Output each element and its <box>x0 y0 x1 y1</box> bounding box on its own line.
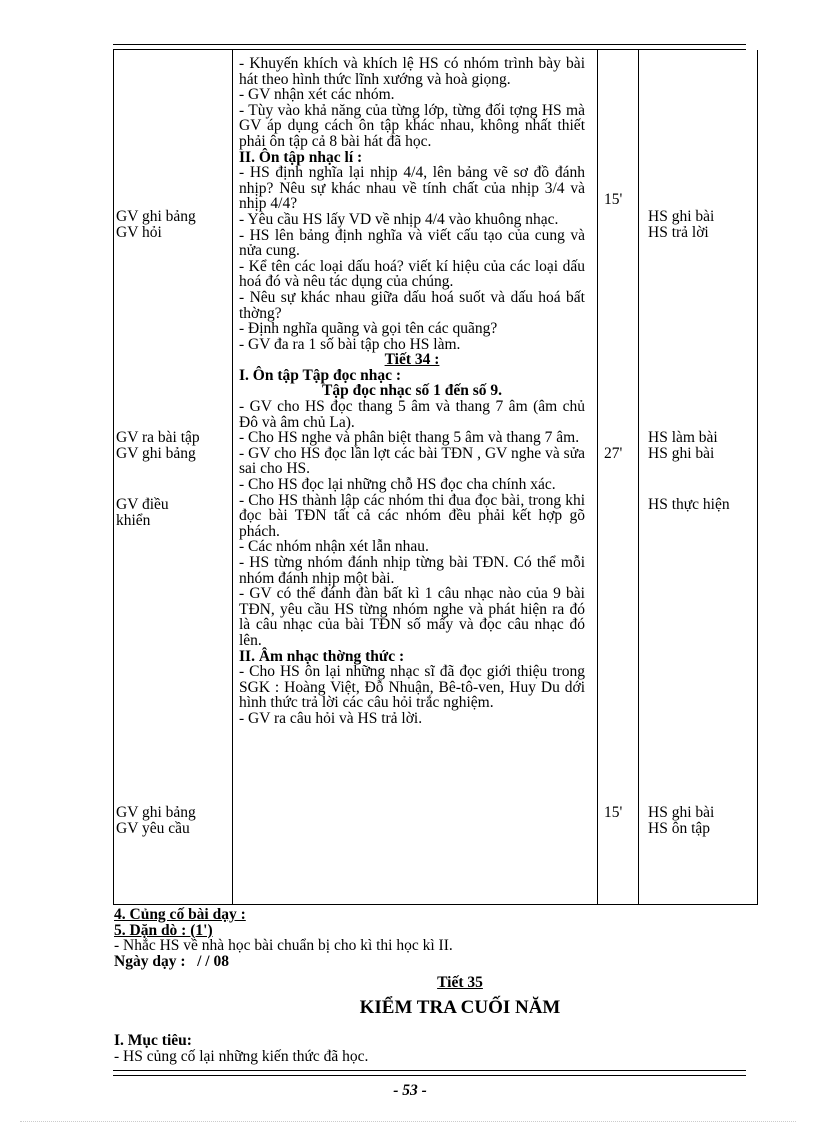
section-5-heading: 5. Dặn dò : (1') <box>114 921 213 939</box>
paragraph: - GV ra câu hỏi và HS trả lời. <box>239 709 423 727</box>
paragraph: - Khuyến khích và khích lệ HS có nhóm trình bày bài hát theo hình thức lĩnh xướng và hoà giọng. <box>239 55 585 88</box>
paragraph: - HS định nghĩa lại nhịp 4/4, lên bảng vẽ sơ đồ đánh nhịp? Nêu sự khác nhau về tính chất của nhịp 3/4 và nhịp 4/4? <box>239 164 585 213</box>
lesson-footer <box>114 907 754 969</box>
page-edge <box>20 1121 796 1122</box>
section-heading: II. Âm nhạc thờng thức : <box>239 647 405 665</box>
paragraph: - Cho HS thành lập các nhóm thi đua đọc bài, trong khi đọc bài TĐN tất cả các nhóm đều phải kết hợp gõ phách. <box>239 491 585 540</box>
section-heading: I. Ôn tập Tập đọc nhạc : <box>239 366 402 384</box>
teacher-activity-1: GV ghi bảng GV hỏi <box>116 208 196 241</box>
table-border-right <box>757 50 758 905</box>
table-bottom-border <box>113 904 758 905</box>
time-1: 15' <box>604 191 623 208</box>
lesson-content <box>239 56 585 727</box>
time-3: 15' <box>604 804 623 821</box>
paragraph: - Cho HS đọc lại những chỗ HS đọc cha chính xác. <box>239 476 556 494</box>
lesson-title: KIỂM TRA CUỐI NĂM <box>359 997 561 1018</box>
teaching-date: Ngày dạy : / / 08 <box>114 952 229 970</box>
time-2: 27' <box>604 445 623 462</box>
paragraph: - Cho HS ôn lại những nhạc sĩ đã đọc giới thiệu trong SGK : Hoàng Việt, Đỗ Nhuận, Bê-tô-ven, Huy Du dới hình thức trả lời các câu hỏi trắc nghiệm. <box>239 663 585 712</box>
paragraph: - HS từng nhóm đánh nhịp từng bài TĐN. Có thể mỗi nhóm đánh nhịp một bài. <box>239 554 585 587</box>
paragraph: - Định nghĩa quãng và gọi tên các quãng? <box>239 320 498 338</box>
top-rule <box>113 44 746 45</box>
teacher-activity-4: GV ghi bảng GV yêu cầu <box>116 804 196 837</box>
page-number: - 53 - <box>393 1082 427 1099</box>
paragraph: - Tùy vào khả năng của từng lớp, từng đối tợng HS mà GV áp dụng cách ôn tập khác nhau, không nhất thiết phải ôn tập cả 8 bài hát đã học. <box>239 101 585 150</box>
paragraph: - Nêu sự khác nhau giữa dấu hoá suốt và dấu hoá bất thờng? <box>239 288 585 322</box>
lesson-35-label: Tiết 35 <box>437 974 483 991</box>
paragraph: - GV cho HS đọc lần lợt các bài TĐN , GV nghe và sửa sai cho HS. <box>239 444 585 478</box>
footer-rule <box>113 1070 746 1071</box>
lesson-heading: Tiết 34 : <box>384 351 440 369</box>
paragraph: - Cho HS nghe và phân biệt thang 5 âm và thang 7 âm. <box>239 429 580 447</box>
objective-heading: I. Mục tiêu: <box>114 1032 192 1049</box>
subsection-heading: Tập đọc nhạc số 1 đến số 9. <box>321 382 502 400</box>
teacher-activity-2: GV ra bài tập GV ghi bảng <box>116 429 200 462</box>
paragraph: - GV có thể đánh đàn bất kì 1 câu nhạc nào của 9 bài TĐN, yêu cầu HS từng nhóm nghe và phát hiện ra đó là câu nhạc của bài TĐN số mấy và đọc câu nhạc đó lên. <box>239 585 585 649</box>
table-border-2 <box>597 50 598 905</box>
paragraph: - Các nhóm nhận xét lẫn nhau. <box>239 538 429 556</box>
student-activity-4: HS ghi bài HS ôn tập <box>648 804 715 837</box>
paragraph: - HS lên bảng định nghĩa và viết cấu tạo của cung và nửa cung. <box>239 226 585 260</box>
table-border-1 <box>232 50 233 905</box>
paragraph: - Kể tên các loại dấu hoá? viết kí hiệu của các loại dấu hoá đó và nêu tác dụng của chúng. <box>239 257 585 291</box>
paragraph: - GV đa ra 1 số bài tập cho HS làm. <box>239 335 461 353</box>
student-activity-2: HS làm bài HS ghi bài <box>648 429 718 462</box>
table-border-3 <box>638 50 639 905</box>
objective-block <box>114 1033 754 1064</box>
section-heading: II. Ôn tập nhạc lí : <box>239 148 363 166</box>
student-activity-1: HS ghi bài HS trả lời <box>648 208 715 241</box>
table-border-left <box>113 50 114 905</box>
footer-rule-2 <box>113 1075 746 1076</box>
top-rule-2 <box>113 49 746 50</box>
student-activity-3: HS thực hiện <box>648 496 730 513</box>
paragraph: - GV cho HS đọc thang 5 âm và thang 7 âm (âm chủ Đô và âm chủ La). <box>239 398 585 431</box>
homework-text: - Nhắc HS về nhà học bài chuẩn bị cho kì thi học kì II. <box>114 937 453 955</box>
paragraph: - GV nhận xét các nhóm. <box>239 86 395 104</box>
paragraph: - Yêu cầu HS lấy VD về nhịp 4/4 vào khuông nhạc. <box>239 210 559 228</box>
section-4-heading: 4. Củng cố bài dạy : <box>114 906 246 923</box>
teacher-activity-3: GV điều khiển <box>116 496 169 529</box>
objective-text: - HS củng cố lại những kiến thức đã học. <box>114 1047 369 1065</box>
